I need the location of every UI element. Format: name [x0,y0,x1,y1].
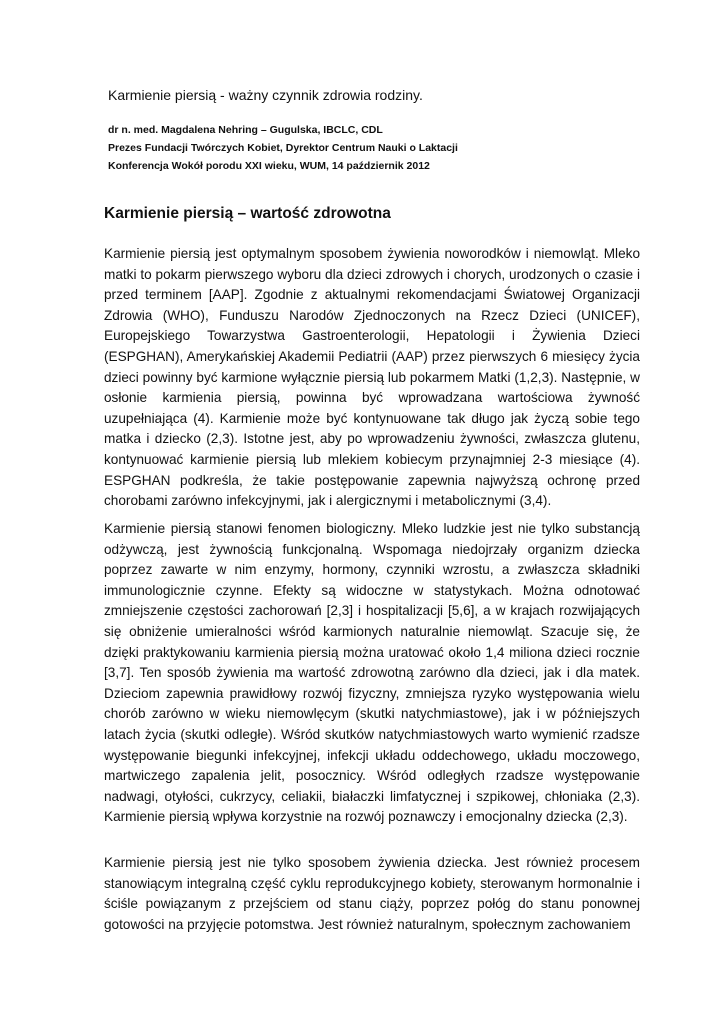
body-paragraph: Karmienie piersią jest optymalnym sposobem żywienia noworodków i niemowląt. Mleko matki to pokarm pierwszego wyboru dla dzieci zdrowych i chorych, urodzonych o czasie i przed terminem [AAP]. Zgodnie z aktualnymi rekomendacjami Światowej Organizacji Zdrowia (WHO), Funduszu Narodów Zjednoczonych na Rzecz Dzieci (UNICEF), Europejskiego Towarzystwa Gastroenterologii, Hepatologii i Żywienia Dzieci (ESPGHAN), Amerykańskiej Akademii Pediatrii (AAP) przez pierwszych 6 miesięcy życia dzieci powinny być karmione wyłącznie piersią lub pokarmem Matki (1,2,3). Następnie, w osłonie karmienia piersią, powinna być wprowadzana wartościowa żywność uzupełniająca (4). Karmienie może być kontynuowane tak długo jak życzą sobie tego matka i dziecko (2,3). Istotne jest, aby po wprowadzeniu żywności, zwłaszcza glutenu, kontynuować karmienie piersią lub mlekiem kobiecym przynajmniej 2-3 miesiące (4). ESPGHAN podkreśla, że takie postępowanie zapewnia najwyższą ochronę przed chorobami zarówno infekcyjnymi, jak i alergicznymi i metabolicznymi (3,4). [104,246,640,509]
conference-line: Konferencja Wokół porodu XXI wieku, WUM, 14 październik 2012 [108,160,430,172]
document-title: Karmienie piersią - ważny czynnik zdrowia rodziny. [108,87,423,103]
author-block [108,121,648,175]
body-paragraph: Karmienie piersią stanowi fenomen biologiczny. Mleko ludzkie jest nie tylko substancją odżywczą, jest żywnością funkcjonalną. Wspomaga niedojrzały organizm dziecka poprzez zawarte w nim enzymy, hormony, czynniki wzrostu, a zwłaszcza składniki immunologicznie czynne. Efekty są widoczne w statystykach. Można odnotować zmniejszenie częstości zachorowań [2,3] i hospitalizacji [5,6], a w krajach rozwijających się obniżenie umieralności wśród karmionych naturalnie niemowląt. Szacuje się, że dzięki praktykowaniu karmienia piersią można uratować około 1,4 miliona dzieci rocznie [3,7]. Ten sposób żywienia ma wartość zdrowotną zarówno dla dzieci, jak i dla matek. Dzieciom zapewnia prawidłowy rozwój fizyczny, zmniejsza ryzyko występowania wielu chorób zarówno w wieku niemowlęcym (skutki natychmiastowe), jak i w późniejszych latach życia (skutki odległe). Wśród skutków natychmiastowych warto wymienić rzadsze występowanie biegunki infekcyjnej, infekcji układu oddechowego, układu moczowego, martwiczego zapalenia jelit, posocznicy. Wśród odległych rzadsze występowanie nadwagi, otyłości, cukrzycy, celiakii, białaczki limfatycznej i szpikowej, chłoniaka (2,3). Karmienie piersią wpływa korzystnie na rozwój poznawczy i emocjonalny dziecka (2,3). [104,521,640,825]
body-paragraph: Karmienie piersią jest nie tylko sposobem żywienia dziecka. Jest również procesem stanowiącym integralną część cyklu reprodukcyjnego kobiety, sterowanym hormonalnie i ściśle powiązanym z przejściem od stanu ciąży, poprzez połóg do stanu ponownej gotowości na przyjęcie potomstwa. Jest również naturalnym, społecznym zachowaniem [104,855,640,932]
author-name-line: dr n. med. Magdalena Nehring – Gugulska, IBCLC, CDL [108,124,383,136]
author-affiliation-line: Prezes Fundacji Twórczych Kobiet, Dyrektor Centrum Nauki o Laktacji [108,142,458,154]
section-heading: Karmienie piersią – wartość zdrowotna [104,205,391,222]
